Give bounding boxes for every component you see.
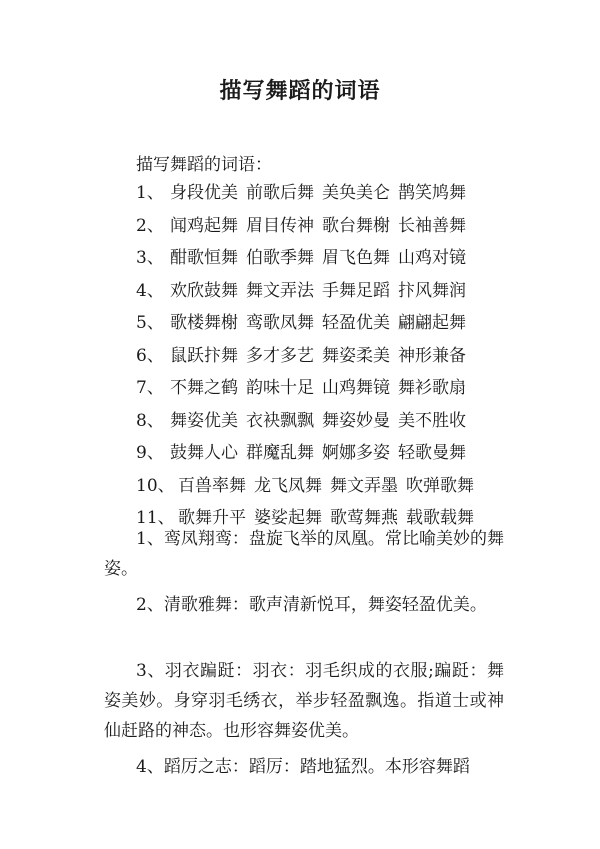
word: 伯歌季舞: [246, 248, 314, 268]
word: 衣袂飘飘: [246, 410, 314, 431]
word: 闻鸡起舞: [170, 215, 238, 236]
word: 鼓舞人心: [170, 443, 238, 463]
word: 轻盈优美: [322, 313, 390, 333]
word: 前歌后舞: [246, 183, 314, 203]
word: 身段优美: [170, 183, 238, 203]
word: 鹊笑鸠舞: [398, 183, 466, 203]
word: 舞姿妙曼: [322, 410, 390, 431]
list-item: [136, 340, 482, 373]
word: 韵味十足: [246, 378, 314, 398]
word-list: [136, 177, 482, 535]
item-number: 1、: [136, 183, 164, 203]
word: 歌莺舞燕: [330, 508, 398, 528]
word: 舞文弄墨: [330, 475, 398, 496]
word: 眉飞色舞: [322, 248, 390, 268]
word: 歌楼舞榭: [170, 313, 238, 333]
word: 手舞足蹈: [322, 280, 390, 301]
word: 美不胜收: [398, 410, 466, 431]
word: 不舞之鹤: [170, 378, 238, 398]
word: 神形兼备: [398, 345, 466, 366]
intro-line: 描写舞蹈的词语：: [136, 155, 272, 175]
word: 龙飞凤舞: [254, 475, 322, 496]
item-number: 9、: [136, 443, 164, 463]
page-title: 描写舞蹈的词语: [219, 79, 381, 104]
word: 山鸡舞镜: [322, 378, 390, 398]
word: 酣歌恒舞: [170, 248, 238, 268]
word: 长袖善舞: [398, 215, 466, 236]
word: 歌台舞榭: [322, 215, 390, 236]
word: 翩翩起舞: [398, 313, 466, 333]
item-number: 5、: [136, 313, 164, 333]
word: 鸾歌凤舞: [246, 313, 314, 333]
item-number: 11、: [136, 508, 175, 528]
word: 婆娑起舞: [254, 508, 322, 528]
item-number: 2、: [136, 215, 164, 236]
word: 多才多艺: [246, 345, 314, 366]
item-number: 6、: [136, 345, 164, 366]
list-item: [136, 307, 482, 340]
list-item: [136, 470, 482, 503]
word: 舞衫歌扇: [398, 378, 466, 398]
list-item: [136, 275, 482, 308]
item-number: 7、: [136, 378, 164, 398]
word: 轻歌曼舞: [398, 443, 466, 463]
word: 婀娜多姿: [322, 443, 390, 463]
word: 群魔乱舞: [246, 443, 314, 463]
word: 载歌载舞: [406, 508, 474, 528]
word: 舞姿柔美: [322, 345, 390, 366]
word: 歌舞升平: [178, 508, 246, 528]
definition-paragraph: 2、清歌雅舞：歌声清新悦耳，舞姿轻盈优美。: [136, 595, 487, 615]
word: 舞文弄法: [246, 280, 314, 301]
definitions-section: [104, 524, 504, 782]
word: 百兽率舞: [178, 475, 246, 496]
definition-paragraph: 1、鸾凤翔鸾：盘旋飞举的凤凰。常比喻美妙的舞姿。: [104, 529, 504, 579]
word: 欢欣鼓舞: [170, 280, 238, 301]
word: 吹弹歌舞: [406, 475, 474, 496]
item-number: 3、: [136, 248, 164, 268]
definition-paragraph: 4、蹈厉之志：蹈厉：踏地猛烈。本形容舞蹈: [136, 757, 470, 777]
list-item: [136, 177, 482, 210]
definition-paragraph: 3、羽衣蹁跹：羽衣：羽毛织成的衣服;蹁跹：舞姿美妙。身穿羽毛绣衣，举步轻盈飘逸。指道士或神仙赶路的神态。也形容舞姿优美。: [104, 661, 504, 741]
list-item: [136, 242, 482, 275]
item-number: 10、: [136, 475, 175, 496]
list-item: [136, 437, 482, 470]
word: 眉目传神: [246, 215, 314, 236]
word: 抃风舞润: [398, 280, 466, 301]
word: 舞姿优美: [170, 410, 238, 431]
list-item: [136, 210, 482, 243]
word: 鼠跃抃舞: [170, 345, 238, 366]
item-number: 8、: [136, 410, 164, 431]
list-item: [136, 372, 482, 405]
word: 山鸡对镜: [398, 248, 466, 268]
item-number: 4、: [136, 280, 164, 301]
word: 美奂美仑: [322, 183, 390, 203]
list-item: [136, 405, 482, 438]
